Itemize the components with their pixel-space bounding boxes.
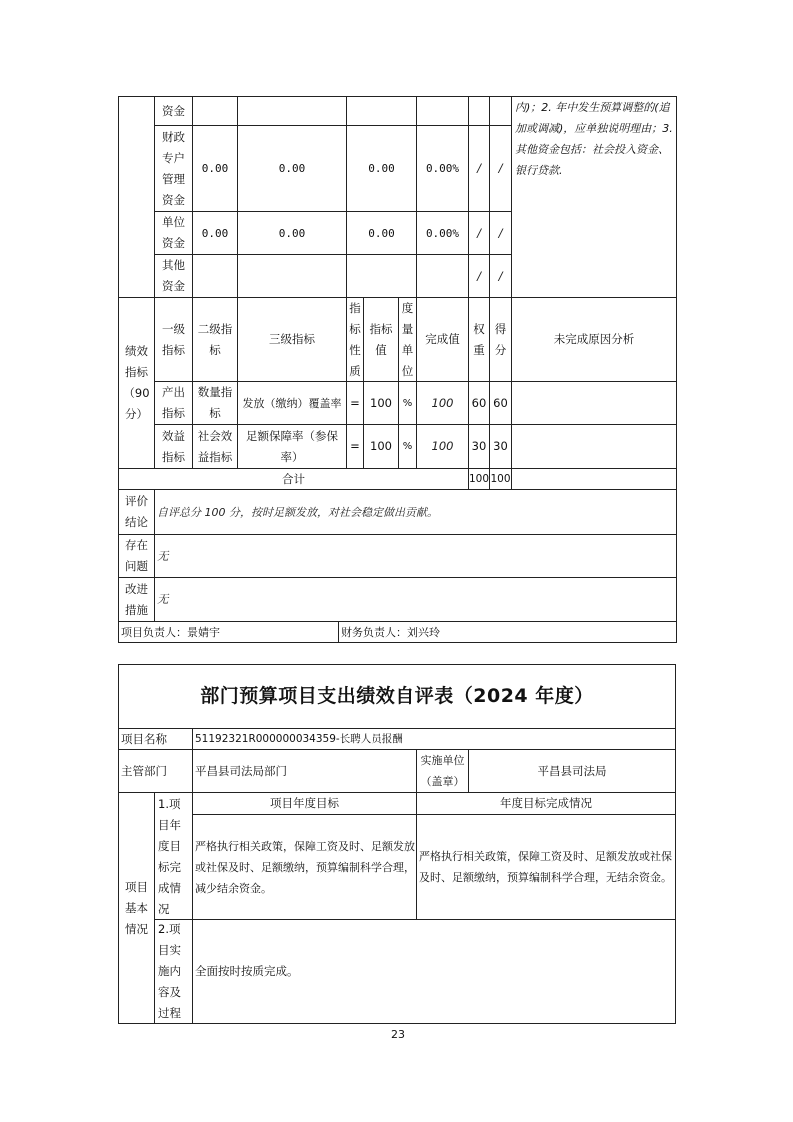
perf-nature: = (346, 381, 364, 425)
perf-level1: 效益指标 (154, 424, 193, 469)
fund-executed (346, 254, 417, 298)
fund-rate (416, 96, 469, 126)
header-level3: 三级指标 (237, 297, 347, 382)
dept-label: 主管部门 (118, 749, 193, 793)
fund-weight: / (468, 125, 490, 212)
perf-level3: 发放（缴纳）覆盖率 (237, 381, 347, 425)
project-name-label: 项目名称 (118, 728, 193, 750)
total-score: 100 (489, 468, 512, 490)
perf-level2: 社会效益指标 (192, 424, 238, 469)
fund-adjusted (237, 254, 347, 298)
fund-rate: 0.00% (416, 211, 469, 255)
header-nature: 指标性质 (346, 297, 364, 382)
conclusion-label: 评价结论 (118, 489, 155, 535)
finance-lead: 财务负责人：刘兴玲 (338, 621, 677, 643)
problems-value: 无 (154, 534, 677, 578)
project-lead: 项目负责人：景婧宇 (118, 621, 339, 643)
fund-label: 财政专户管理资金 (154, 125, 193, 212)
header-level1: 一级指标 (154, 297, 193, 382)
goal-text: 严格执行相关政策，保障工资及时、足额发放或社保及时、足额缴纳，预算编制科学合理，减少结余资金。 (192, 814, 417, 920)
funds-section-label-cell (118, 96, 155, 298)
perf-reason (511, 424, 677, 469)
fund-score: / (489, 254, 512, 298)
fund-adjusted: 0.00 (237, 211, 347, 255)
project-name-value: 51192321R000000034359-长聘人员报酬 (192, 728, 676, 750)
fund-adjusted (237, 96, 347, 126)
perf-value: 100 (363, 381, 399, 425)
fund-executed: 0.00 (346, 125, 417, 212)
done-text: 严格执行相关政策，保障工资及时、足额发放或社保及时、足额缴纳，预算编制科学合理，无结余资金。 (416, 814, 676, 920)
improvements-label: 改进措施 (118, 577, 155, 622)
perf-score: 30 (489, 424, 512, 469)
fund-label: 其他资金 (154, 254, 193, 298)
impl-unit-value: 平昌县司法局 (468, 749, 676, 793)
header-actual: 完成值 (416, 297, 469, 382)
fund-budget (192, 254, 238, 298)
perf-unit: % (398, 381, 417, 425)
fund-budget: 0.00 (192, 125, 238, 212)
basic-info-label: 项目基本情况 (118, 792, 155, 1024)
perf-nature: = (346, 424, 364, 469)
fund-rate: 0.00% (416, 125, 469, 212)
impl-content-label: 2.项目实施内容及过程 (154, 919, 193, 1024)
funds-note: 内)；2. 年中发生预算调整的(追加或调减)，应单独说明理由；3. 其他资金包括：社会投入资金、银行贷款. (511, 96, 677, 298)
perf-weight: 60 (468, 381, 490, 425)
dept-value: 平昌县司法局部门 (192, 749, 417, 793)
impl-content-value: 全面按时按质完成。 (192, 919, 676, 1024)
header-level2: 二级指标 (192, 297, 238, 382)
perf-unit: % (398, 424, 417, 469)
header-weight: 权重 (468, 297, 490, 382)
fund-budget: 0.00 (192, 211, 238, 255)
fund-executed (346, 96, 417, 126)
total-reason (511, 468, 677, 490)
header-value: 指标值 (363, 297, 399, 382)
problems-label: 存在问题 (118, 534, 155, 578)
perf-actual: 100 (416, 381, 469, 425)
perf-section-label: 绩效指标（90分） (118, 297, 155, 469)
conclusion-value: 自评总分 100 分，按时足额发放，对社会稳定做出贡献。 (154, 489, 677, 535)
fund-budget (192, 96, 238, 126)
fund-score (489, 96, 512, 126)
fund-rate (416, 254, 469, 298)
header-reason: 未完成原因分析 (511, 297, 677, 382)
perf-level3: 足额保障率（参保率） (237, 424, 347, 469)
perf-level2: 数量指标 (192, 381, 238, 425)
fund-label: 单位资金 (154, 211, 193, 255)
goal-section-label: 1.项目年度目标完成情况 (154, 792, 193, 920)
perf-level1: 产出指标 (154, 381, 193, 425)
form-title: 部门预算项目支出绩效自评表（2024 年度） (118, 664, 676, 729)
fund-executed: 0.00 (346, 211, 417, 255)
fund-weight: / (468, 254, 490, 298)
header-score: 得分 (489, 297, 512, 382)
fund-weight (468, 96, 490, 126)
perf-value: 100 (363, 424, 399, 469)
fund-score: / (489, 125, 512, 212)
page-number: 23 (391, 1028, 405, 1041)
fund-score: / (489, 211, 512, 255)
impl-unit-label: 实施单位（盖章） (416, 749, 469, 793)
perf-weight: 30 (468, 424, 490, 469)
fund-label: 资金 (154, 96, 193, 126)
improvements-value: 无 (154, 577, 677, 622)
perf-reason (511, 381, 677, 425)
header-unit: 度量单位 (398, 297, 417, 382)
fund-weight: / (468, 211, 490, 255)
total-weight: 100 (468, 468, 490, 490)
total-label: 合计 (118, 468, 469, 490)
done-header: 年度目标完成情况 (416, 792, 676, 815)
perf-score: 60 (489, 381, 512, 425)
perf-actual: 100 (416, 424, 469, 469)
goal-header: 项目年度目标 (192, 792, 417, 815)
fund-adjusted: 0.00 (237, 125, 347, 212)
